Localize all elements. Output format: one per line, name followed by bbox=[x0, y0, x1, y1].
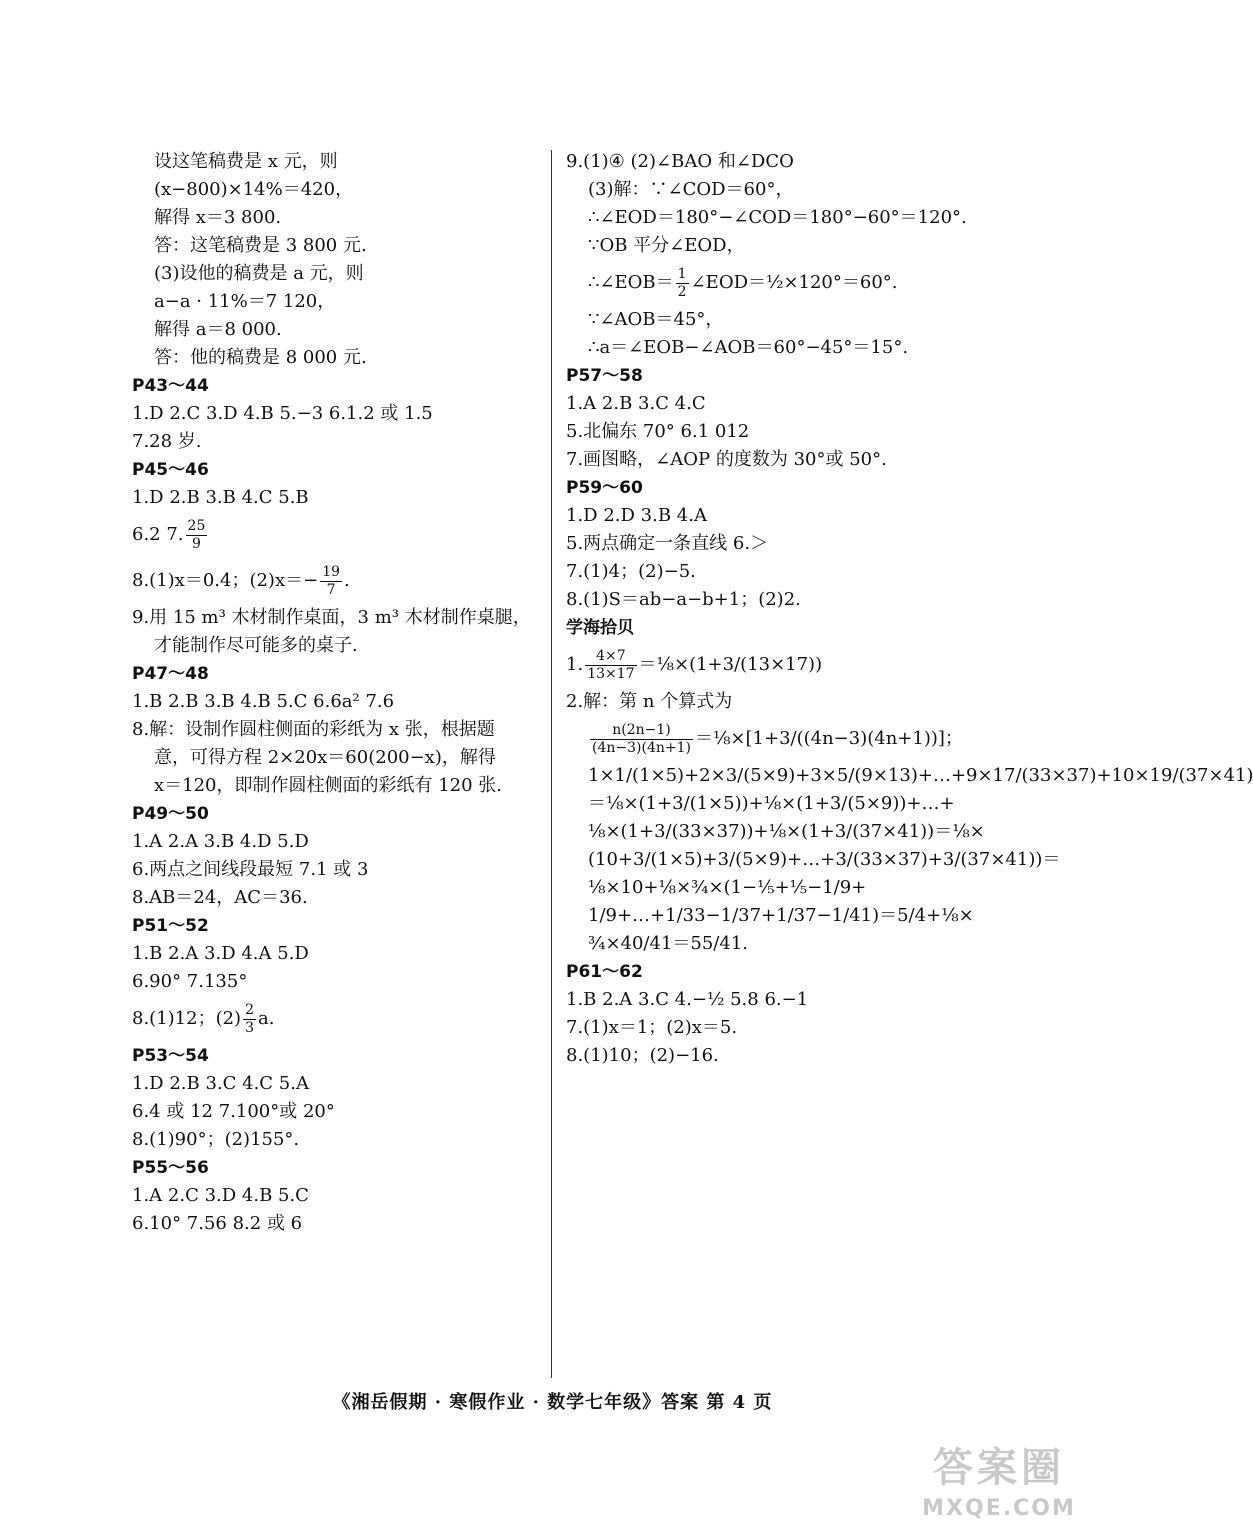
fraction bbox=[590, 722, 693, 757]
left-column bbox=[132, 148, 542, 1238]
denominator: 2 bbox=[677, 283, 687, 300]
answer-line bbox=[566, 418, 976, 446]
answer-line bbox=[566, 232, 976, 260]
answer-text: ¾×40/41＝55/41. bbox=[588, 933, 748, 954]
answer-line bbox=[566, 558, 976, 586]
answer-text: 8.(1)x＝0.4；(2)x＝− bbox=[132, 570, 319, 591]
answer-line bbox=[566, 176, 976, 204]
answer-line bbox=[132, 288, 542, 316]
answer-text: ∴∠EOB＝ bbox=[588, 272, 674, 293]
answer-text: ∵∠AOB＝45°， bbox=[588, 309, 724, 330]
answer-text: 6.2 7. bbox=[132, 524, 184, 545]
answer-text: (3)解：∵∠COD＝60°， bbox=[588, 179, 794, 200]
answer-line bbox=[132, 484, 542, 512]
answer-text: 解得 x＝3 800. bbox=[154, 207, 282, 228]
column-divider bbox=[551, 150, 552, 1378]
answer-line bbox=[132, 968, 542, 996]
answer-line bbox=[566, 530, 976, 558]
answer-line bbox=[132, 1126, 542, 1154]
section-heading bbox=[132, 1154, 542, 1182]
answer-text: 1.A 2.C 3.D 4.B 5.C bbox=[132, 1185, 309, 1206]
answer-text: 设这笔稿费是 x 元，则 bbox=[154, 151, 338, 172]
answer-text: 2.解：第 n 个算式为 bbox=[566, 691, 733, 712]
answer-text: 8.解：设制作圆柱侧面的彩纸为 x 张，根据题 bbox=[132, 719, 495, 740]
answer-text: 1.A 2.A 3.B 4.D 5.D bbox=[132, 831, 309, 852]
answer-line bbox=[566, 846, 1061, 874]
answer-text-tail: a. bbox=[258, 1008, 275, 1029]
denominator: (4n−3)(4n+1) bbox=[592, 739, 691, 756]
answer-line bbox=[132, 744, 542, 772]
answer-text: P57～58 bbox=[566, 366, 643, 386]
answer-line bbox=[132, 856, 542, 884]
numerator: 4×7 bbox=[585, 648, 636, 666]
answer-line bbox=[132, 232, 542, 260]
answer-line bbox=[566, 260, 976, 306]
fraction bbox=[320, 564, 342, 599]
answer-line bbox=[132, 828, 542, 856]
answer-line bbox=[566, 688, 976, 716]
answer-line bbox=[566, 762, 1253, 790]
answer-text: 9.用 15 m³ 木材制作桌面，3 m³ 木材制作桌腿， bbox=[132, 607, 531, 628]
answer-line bbox=[132, 316, 542, 344]
answer-line bbox=[132, 260, 542, 288]
answer-line bbox=[132, 558, 542, 604]
denominator: 9 bbox=[191, 535, 201, 552]
answer-text: 6.90° 7.135° bbox=[132, 971, 248, 992]
answer-text: 学海拾贝 bbox=[566, 618, 634, 638]
answer-text: 1.B 2.A 3.D 4.A 5.D bbox=[132, 943, 309, 964]
answer-text: 意，可得方程 2×20x＝60(200−x)，解得 bbox=[154, 747, 496, 768]
fraction bbox=[676, 266, 689, 301]
answer-text-tail: ＝⅛×(1+3/(13×17)) bbox=[638, 654, 823, 675]
answer-line bbox=[132, 772, 542, 800]
answer-text: 答：他的稿费是 8 000 元. bbox=[154, 347, 367, 368]
answer-line bbox=[132, 1210, 542, 1238]
answer-line bbox=[132, 428, 542, 456]
answer-line bbox=[566, 986, 976, 1014]
answer-text: 1.B 2.A 3.C 4.−½ 5.8 6.−1 bbox=[566, 989, 809, 1010]
numerator: 19 bbox=[322, 563, 341, 580]
answer-line bbox=[566, 390, 976, 418]
answer-line bbox=[132, 400, 542, 428]
answer-line bbox=[566, 930, 976, 958]
answer-line bbox=[132, 176, 542, 204]
answer-line bbox=[132, 716, 542, 744]
answer-text-tail: ∠EOD＝½×120°＝60°. bbox=[690, 272, 898, 293]
answer-text: ∵OB 平分∠EOD， bbox=[588, 235, 745, 256]
numerator: n(2n−1) bbox=[590, 722, 693, 740]
answer-text: 1/9+…+1/33−1/37+1/37−1/41)＝5/4+⅛× bbox=[588, 905, 974, 926]
section-heading bbox=[132, 912, 542, 940]
answer-line bbox=[566, 874, 976, 902]
answer-text-tail: ＝⅛×[1+3/((4n−3)(4n+1))]； bbox=[694, 728, 963, 749]
answer-text: 8.(1)10；(2)−16. bbox=[566, 1045, 719, 1066]
answer-line bbox=[566, 716, 976, 762]
answer-text: P49～50 bbox=[132, 804, 209, 824]
answer-line bbox=[132, 344, 542, 372]
answer-text: 5.两点确定一条直线 6.＞ bbox=[566, 533, 769, 554]
answer-line bbox=[566, 642, 976, 688]
answer-text: 6.两点之间线段最短 7.1 或 3 bbox=[132, 859, 369, 880]
answer-line bbox=[566, 902, 976, 930]
answer-line bbox=[566, 334, 976, 362]
section-heading bbox=[132, 800, 542, 828]
answer-text: a−a · 11%＝7 120， bbox=[154, 291, 336, 312]
section-heading bbox=[132, 1042, 542, 1070]
answer-text: x＝120，即制作圆柱侧面的彩纸有 120 张. bbox=[154, 775, 503, 796]
page-footer: 《湘岳假期 · 寒假作业 · 数学七年级》答案 第 4 页 bbox=[332, 1392, 773, 1413]
answer-line bbox=[566, 306, 976, 334]
answer-line bbox=[566, 148, 976, 176]
answer-text: 1.D 2.C 3.D 4.B 5.−3 6.1.2 或 1.5 bbox=[132, 403, 433, 424]
answer-line bbox=[566, 1014, 976, 1042]
answer-text: ＝⅛×(1+3/(1×5))+⅛×(1+3/(5×9))+…+ bbox=[588, 793, 955, 814]
answer-line bbox=[132, 148, 542, 176]
answer-text: 1. bbox=[566, 654, 584, 675]
section-heading bbox=[566, 362, 976, 390]
answer-line bbox=[132, 1098, 542, 1126]
right-column bbox=[566, 148, 1253, 1070]
answer-text: (10+3/(1×5)+3/(5×9)+…+3/(33×37)+3/(37×41))＝ bbox=[588, 849, 1061, 870]
answer-text: 8.(1)90°；(2)155°. bbox=[132, 1129, 300, 1150]
answer-text: 1×1/(1×5)+2×3/(5×9)+3×5/(9×13)+…+9×17/(33×37)+10×19/(37×41) bbox=[588, 765, 1253, 786]
section-heading bbox=[132, 372, 542, 400]
answer-text: 8.(1)12；(2) bbox=[132, 1008, 242, 1029]
answer-text: P47～48 bbox=[132, 664, 209, 684]
answer-line bbox=[132, 1070, 542, 1098]
answer-text: P55～56 bbox=[132, 1158, 209, 1178]
answer-line bbox=[566, 586, 976, 614]
answer-text: 1.B 2.B 3.B 4.B 5.C 6.6a² 7.6 bbox=[132, 691, 395, 712]
fraction bbox=[585, 648, 636, 683]
section-heading bbox=[566, 614, 976, 642]
watermark-url: MXQE.COM bbox=[922, 1496, 1076, 1521]
section-heading bbox=[566, 474, 976, 502]
watermark-text: 答案圈 bbox=[933, 1445, 1065, 1491]
answer-text: P51～52 bbox=[132, 916, 209, 936]
denominator: 7 bbox=[326, 581, 336, 598]
answer-text: 5.北偏东 70° 6.1 012 bbox=[566, 421, 750, 442]
answer-text: 1.D 2.D 3.B 4.A bbox=[566, 505, 707, 526]
answer-line bbox=[132, 512, 542, 558]
answer-text: 9.(1)④ (2)∠BAO 和∠DCO bbox=[566, 151, 794, 172]
numerator: 1 bbox=[677, 265, 687, 282]
answer-text: 8.AB＝24，AC＝36. bbox=[132, 887, 308, 908]
answer-line bbox=[132, 996, 542, 1042]
answer-line bbox=[566, 790, 976, 818]
answer-text: 才能制作尽可能多的桌子. bbox=[154, 635, 358, 656]
answer-text: P43～44 bbox=[132, 376, 209, 396]
answer-text: ∴∠EOD＝180°−∠COD＝180°−60°＝120°. bbox=[588, 207, 967, 228]
answer-text: 7.28 岁. bbox=[132, 431, 202, 452]
answer-line bbox=[132, 940, 542, 968]
answer-text: ∴a＝∠EOB−∠AOB＝60°−45°＝15°. bbox=[588, 337, 909, 358]
answer-line bbox=[132, 1182, 542, 1210]
section-heading bbox=[132, 456, 542, 484]
numerator: 25 bbox=[187, 517, 206, 534]
answer-text: (x−800)×14%＝420， bbox=[154, 179, 354, 200]
fraction bbox=[186, 518, 208, 553]
answer-text: ⅛×(1+3/(33×37))+⅛×(1+3/(37×41))＝⅛× bbox=[588, 821, 985, 842]
answer-text: P59～60 bbox=[566, 478, 643, 498]
answer-line bbox=[566, 818, 985, 846]
answer-text: 6.10° 7.56 8.2 或 6 bbox=[132, 1213, 303, 1234]
answer-line bbox=[566, 204, 976, 232]
answer-text: 1.D 2.B 3.C 4.C 5.A bbox=[132, 1073, 309, 1094]
answer-text: P53～54 bbox=[132, 1046, 209, 1066]
numerator: 2 bbox=[245, 1001, 254, 1018]
answer-text: P61～62 bbox=[566, 962, 643, 982]
answer-line bbox=[132, 604, 542, 632]
answer-text: 6.4 或 12 7.100°或 20° bbox=[132, 1101, 335, 1122]
answer-line bbox=[566, 446, 976, 474]
watermark-logo bbox=[899, 1442, 1099, 1532]
answer-text: 1.D 2.B 3.B 4.C 5.B bbox=[132, 487, 309, 508]
denominator: 3 bbox=[245, 1019, 254, 1036]
answer-text: 7.(1)x＝1；(2)x＝5. bbox=[566, 1017, 738, 1038]
section-heading bbox=[566, 958, 976, 986]
fraction bbox=[243, 1002, 256, 1037]
answer-line bbox=[132, 688, 542, 716]
answer-text: ⅛×10+⅛×¾×(1−⅕+⅕−1/9+ bbox=[588, 877, 867, 898]
answer-text: 7.画图略，∠AOP 的度数为 30°或 50°. bbox=[566, 449, 887, 470]
answer-line bbox=[566, 502, 976, 530]
answer-text: 答：这笔稿费是 3 800 元. bbox=[154, 235, 367, 256]
answer-text: P45～46 bbox=[132, 460, 209, 480]
section-heading bbox=[132, 660, 542, 688]
answer-text: 7.(1)4；(2)−5. bbox=[566, 561, 696, 582]
answer-text: 解得 a＝8 000. bbox=[154, 319, 282, 340]
answer-line bbox=[132, 632, 542, 660]
answer-text: 1.A 2.B 3.C 4.C bbox=[566, 393, 706, 414]
answer-text: (3)设他的稿费是 a 元，则 bbox=[154, 263, 364, 284]
answer-text: 8.(1)S＝ab−a−b+1；(2)2. bbox=[566, 589, 801, 610]
answer-line bbox=[566, 1042, 976, 1070]
answer-text-tail: . bbox=[344, 570, 350, 591]
answer-line bbox=[132, 204, 542, 232]
answer-line bbox=[132, 884, 542, 912]
denominator: 13×17 bbox=[587, 665, 635, 682]
